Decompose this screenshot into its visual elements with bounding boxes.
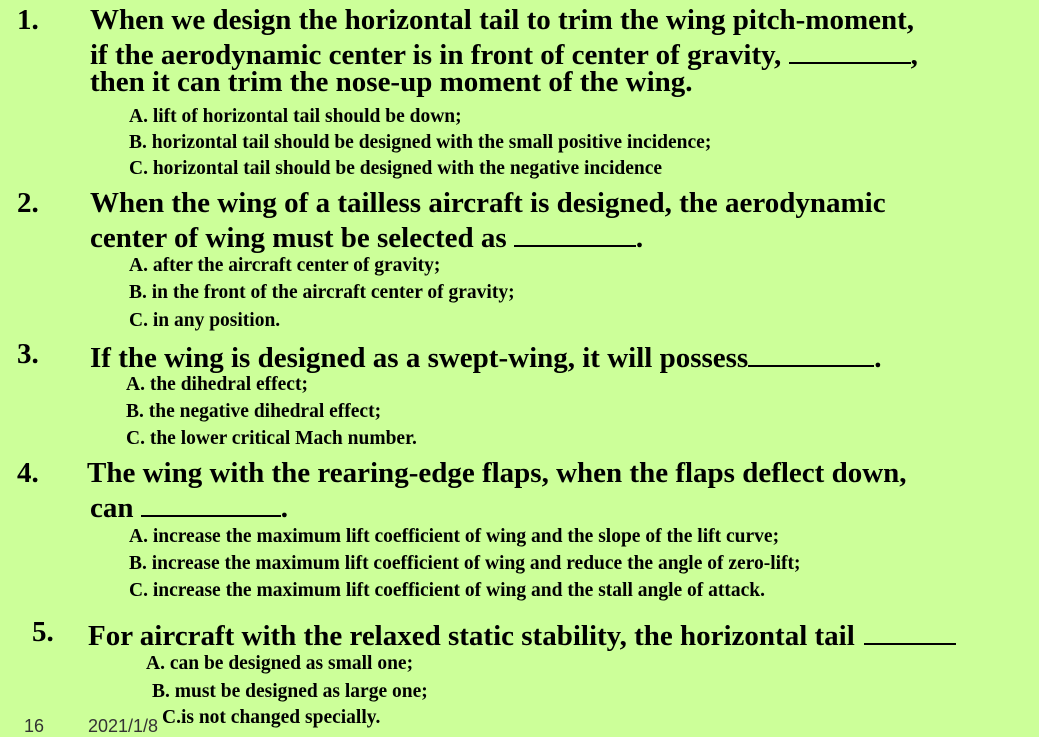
question-2-option-b: B. in the front of the aircraft center of gravity; <box>129 282 515 303</box>
question-5-option-b: B. must be designed as large one; <box>152 681 428 702</box>
question-text-line <box>90 339 881 374</box>
question-text-fragment: For aircraft with the relaxed static stability, the horizontal tail <box>88 620 855 652</box>
blank-punctuation: . <box>635 222 644 254</box>
question-5-option-c: C.is not changed specially. <box>162 707 381 728</box>
footer-page-number: 16 <box>24 716 45 736</box>
question-text-line: When we design the horizontal tail to trim the wing pitch-moment, <box>90 4 915 36</box>
question-number: 1. <box>17 4 39 36</box>
question-1-option-c: C. horizontal tail should be designed with the negative incidence <box>129 158 663 179</box>
question-text-line: The wing with the rearing-edge flaps, when the flaps deflect down, <box>87 457 907 489</box>
question-5-option-a: A. can be designed as small one; <box>146 653 414 674</box>
question-text-fragment: can <box>90 492 134 524</box>
question-text-line: When the wing of a tailless aircraft is designed, the aerodynamic <box>90 187 886 219</box>
question-4-option-a: A. increase the maximum lift coefficient of wing and the slope of the lift curve; <box>129 526 780 547</box>
question-text-line: then it can trim the nose-up moment of the wing. <box>90 66 693 98</box>
answer-blank <box>141 489 281 517</box>
blank-punctuation: . <box>874 342 882 374</box>
question-4-option-c: C. increase the maximum lift coefficient of wing and the stall angle of attack. <box>129 580 766 601</box>
blank-punctuation: . <box>280 492 288 524</box>
question-text-fragment: if the aerodynamic center is in front of center of gravity, <box>90 39 782 71</box>
question-1-option-b: B. horizontal tail should be designed with the small positive incidence; <box>129 132 712 153</box>
answer-blank <box>789 36 911 64</box>
question-text-line <box>90 489 288 524</box>
blank-punctuation: , <box>910 39 918 71</box>
question-text-fragment: center of wing must be selected as <box>90 222 507 254</box>
question-1 <box>17 5 1027 100</box>
question-number: 4. <box>17 457 39 489</box>
question-1-option-a: A. lift of horizontal tail should be down; <box>129 106 462 127</box>
question-4 <box>17 458 1027 522</box>
question-3-option-b: B. the negative dihedral effect; <box>126 401 382 422</box>
question-number: 3. <box>17 338 39 370</box>
question-2-option-a: A. after the aircraft center of gravity; <box>129 255 441 276</box>
question-3-option-a: A. the dihedral effect; <box>126 374 308 395</box>
question-2-option-c: C. in any position. <box>129 310 281 331</box>
question-text-fragment: If the wing is designed as a swept-wing, it will possess <box>90 342 749 374</box>
question-text-line <box>90 219 643 254</box>
question-text-line <box>88 617 956 652</box>
answer-blank <box>514 219 636 247</box>
question-number: 2. <box>17 187 39 219</box>
question-number: 5. <box>32 616 54 648</box>
question-5 <box>32 617 1037 650</box>
question-3-option-c: C. the lower critical Mach number. <box>126 428 417 449</box>
question-2 <box>17 188 1027 252</box>
answer-blank <box>748 339 874 367</box>
answer-blank <box>864 617 956 645</box>
question-3 <box>17 339 1027 372</box>
question-4-option-b: B. increase the maximum lift coefficient of wing and reduce the angle of zero-lift; <box>129 553 801 574</box>
footer-date: 2021/1/8 <box>88 716 159 736</box>
